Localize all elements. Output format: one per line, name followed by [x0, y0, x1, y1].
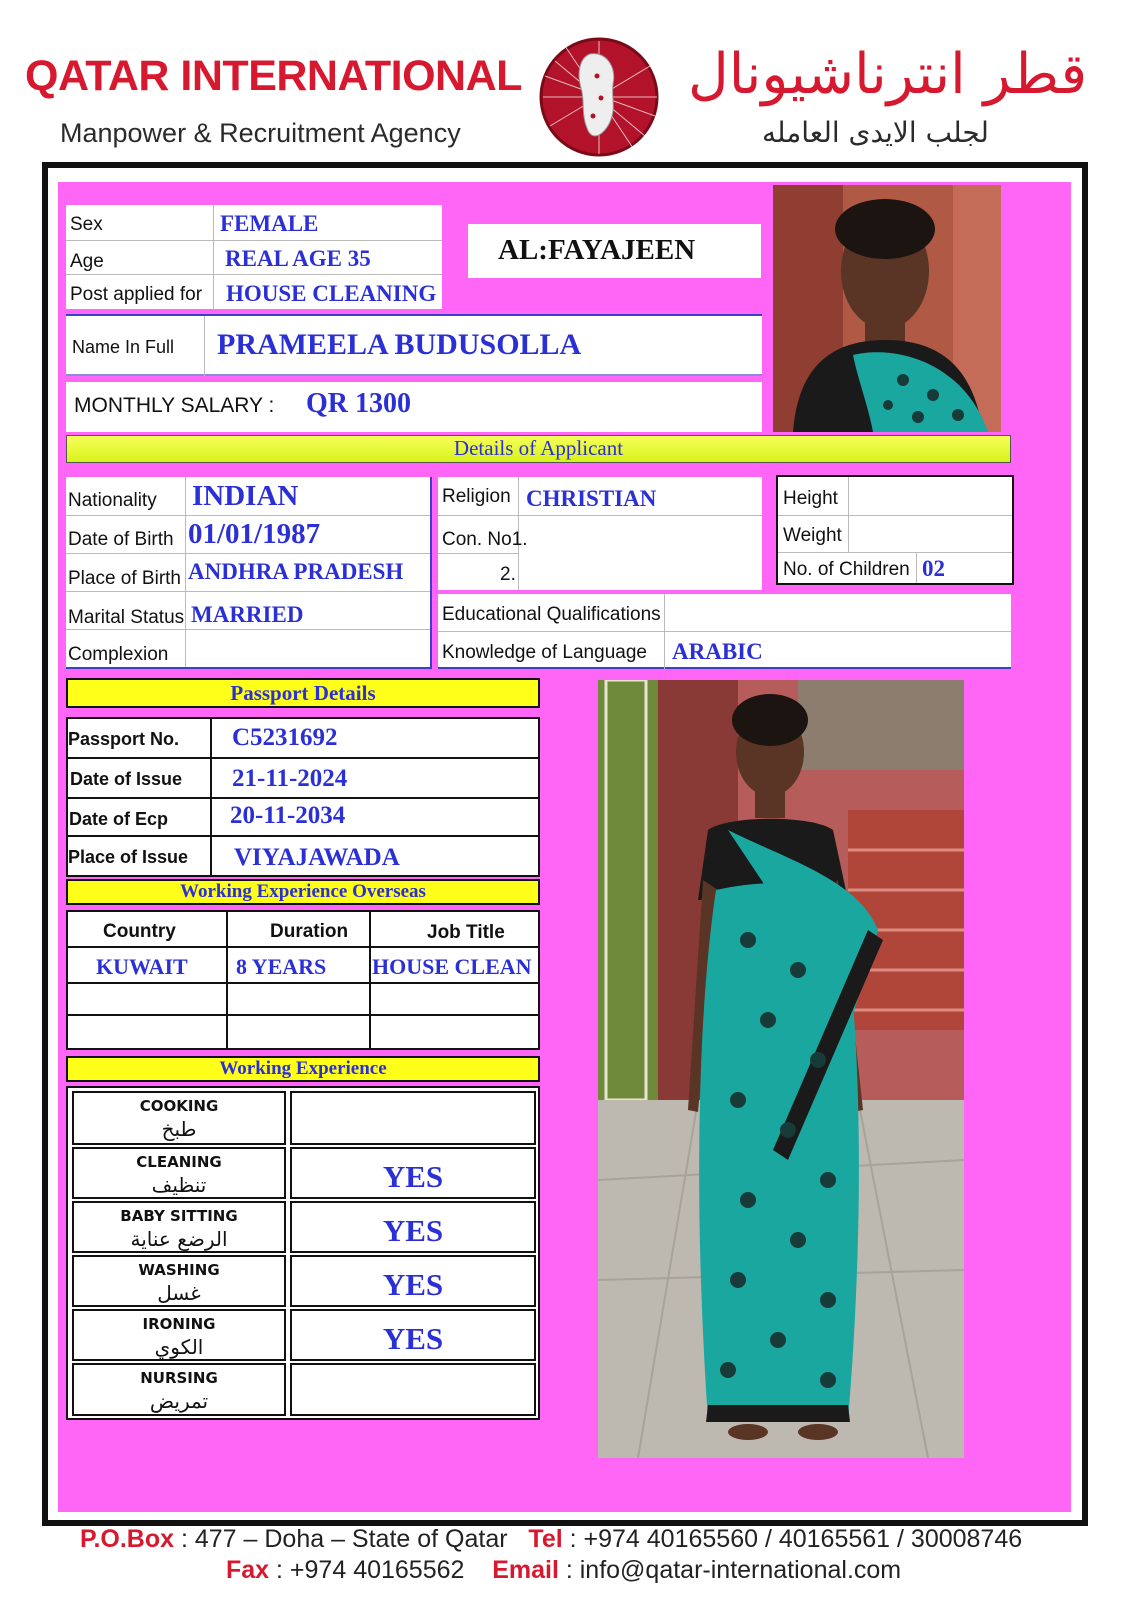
sex-label: Sex: [70, 214, 103, 235]
details-title-text: Details of Applicant: [453, 436, 624, 460]
passport-table: [66, 717, 540, 877]
skill-cooking-label: COOKING: [139, 1097, 219, 1115]
expiry-date-value: 20-11-2034: [230, 802, 346, 829]
skill-washing-value: YES: [382, 1267, 444, 1302]
passport-title-text: Passport Details: [230, 681, 376, 705]
skill-ironing-value: YES: [382, 1321, 444, 1356]
issue-place-label: Place of Issue: [68, 847, 189, 867]
skill-baby-sitting-value: YES: [382, 1213, 444, 1248]
passport-section-title: [66, 678, 540, 708]
skill-cleaning-label-ar: تنظيف: [151, 1173, 207, 1197]
sex-value: FEMALE: [220, 211, 319, 236]
marital-label: Marital Status: [68, 607, 185, 628]
post-label: Post applied for: [70, 284, 203, 305]
footer-contact-line1: [80, 1525, 1022, 1554]
age-value: REAL AGE 35: [225, 246, 371, 271]
overseas-row1-job: HOUSE CLEAN: [372, 954, 532, 979]
fax-label: Fax: [226, 1556, 270, 1584]
salary-label: MONTHLY SALARY :: [74, 394, 275, 417]
personal-details-table: [66, 477, 432, 669]
complexion-label: Complexion: [68, 644, 169, 665]
nationality-label: Nationality: [68, 490, 157, 511]
dob-value: 01/01/1987: [188, 518, 321, 550]
skill-cooking: [72, 1091, 286, 1145]
email-value[interactable]: : info@qatar-international.com: [558, 1556, 902, 1584]
education-label: Educational Qualifications: [442, 604, 661, 625]
skill-ironing-cell: [290, 1309, 536, 1361]
skill-cleaning-cell: [290, 1147, 536, 1199]
brand-name-en: QATAR INTERNATIONAL: [25, 52, 522, 100]
pob-value: ANDHRA PRADESH: [188, 559, 404, 584]
skill-cleaning-value: YES: [382, 1159, 444, 1194]
skill-ironing-label-ar: الكوي: [154, 1335, 204, 1359]
overseas-header-duration: Duration: [270, 921, 349, 942]
skill-cleaning: [72, 1147, 286, 1199]
skill-nursing-label-ar: تمريض: [149, 1389, 209, 1413]
weight-label: Weight: [783, 525, 842, 546]
portrait-illustration: [773, 185, 1001, 432]
skill-nursing: [72, 1363, 286, 1416]
skill-ironing: [72, 1309, 286, 1361]
issue-date-label: Date of Issue: [70, 769, 183, 789]
skills-title-text: Working Experience: [219, 1058, 387, 1079]
name-row: [66, 314, 762, 376]
religion-label: Religion: [442, 486, 511, 507]
skills-table: [66, 1086, 540, 1420]
nationality-value: INDIAN: [192, 480, 299, 512]
expiry-date-label: Date of Ecp: [69, 809, 169, 829]
issue-date-value: 21-11-2024: [232, 765, 348, 792]
details-section-title: [66, 435, 1011, 463]
fax-value: : +974 40165562: [269, 1556, 493, 1584]
skills-section-title: [66, 1056, 540, 1082]
tel-value: : +974 40165560 / 40165561 / 30008746: [562, 1525, 1023, 1553]
children-label: No. of Children: [783, 559, 910, 580]
skill-baby-sitting-cell: [290, 1201, 536, 1253]
name-label: Name In Full: [72, 337, 175, 357]
skill-washing-cell: [290, 1255, 536, 1307]
applicant-portrait-photo: [773, 185, 1001, 432]
brand-name-ar: قطر انترناشيونال: [688, 42, 1088, 107]
skill-cleaning-label: CLEANING: [136, 1153, 222, 1171]
pobox-value: : 477 – Doha – State of Qatar: [174, 1525, 529, 1553]
contact2-label: 2.: [500, 564, 516, 585]
overseas-header-job-title: Job Title: [427, 922, 505, 943]
overseas-title-text: Working Experience Overseas: [180, 881, 426, 902]
marital-value: MARRIED: [191, 602, 304, 627]
skill-washing-label: WASHING: [138, 1261, 220, 1279]
skill-baby-sitting: [72, 1201, 286, 1253]
skill-washing: [72, 1255, 286, 1307]
post-value: HOUSE CLEANING: [226, 281, 437, 306]
dob-label: Date of Birth: [68, 529, 174, 550]
sponsor-box: [468, 224, 761, 278]
physical-details-table: [776, 475, 1014, 585]
pobox-label: P.O.Box: [80, 1525, 175, 1553]
brand-tagline-en: Manpower & Recruitment Agency: [60, 118, 461, 148]
overseas-table: [66, 910, 540, 1050]
footer-contact-line2: [226, 1556, 901, 1585]
skill-washing-label-ar: غسل: [157, 1281, 201, 1305]
overseas-row1-duration: 8 YEARS: [236, 954, 327, 979]
language-value: ARABIC: [672, 639, 763, 664]
overseas-section-title: [66, 879, 540, 905]
age-label: Age: [70, 251, 104, 272]
education-language-table: [438, 594, 1011, 669]
skill-nursing-label: NURSING: [140, 1369, 218, 1387]
height-label: Height: [783, 488, 838, 509]
skill-ironing-label: IRONING: [142, 1315, 216, 1333]
salary-value: QR 1300: [306, 388, 411, 419]
skill-nursing-cell: [290, 1363, 536, 1416]
pob-label: Place of Birth: [68, 568, 181, 589]
religion-value: CHRISTIAN: [526, 486, 657, 511]
language-label: Knowledge of Language: [442, 642, 647, 663]
children-value: 02: [922, 556, 945, 581]
skill-baby-sitting-label: BABY SITTING: [120, 1207, 238, 1225]
contact1-label: Con. No1.: [442, 529, 528, 550]
skill-baby-sitting-label-ar: الرضع عناية: [130, 1227, 228, 1251]
salary-row: [66, 382, 762, 432]
brand-tagline-ar: لجلب الايدى العامله: [762, 116, 989, 149]
skill-cooking-cell: [290, 1091, 536, 1145]
passport-no-value: C5231692: [232, 724, 338, 751]
applicant-full-photo: [598, 680, 964, 1458]
religion-table: [438, 477, 762, 590]
basic-info-table: [66, 205, 442, 309]
sponsor-name: AL:FAYAJEEN: [498, 234, 696, 266]
name-value: PRAMEELA BUDUSOLLA: [217, 328, 582, 361]
issue-place-value: VIYAJAWADA: [234, 844, 400, 871]
skill-cooking-label-ar: طبخ: [161, 1117, 197, 1141]
overseas-row1-country: KUWAIT: [96, 954, 188, 979]
passport-no-label: Passport No.: [68, 729, 180, 749]
email-label: Email: [492, 1556, 559, 1584]
full-body-illustration: [598, 680, 964, 1458]
globe-logo-icon: [535, 36, 663, 158]
tel-label: Tel: [528, 1525, 563, 1553]
overseas-header-country: Country: [103, 921, 176, 942]
